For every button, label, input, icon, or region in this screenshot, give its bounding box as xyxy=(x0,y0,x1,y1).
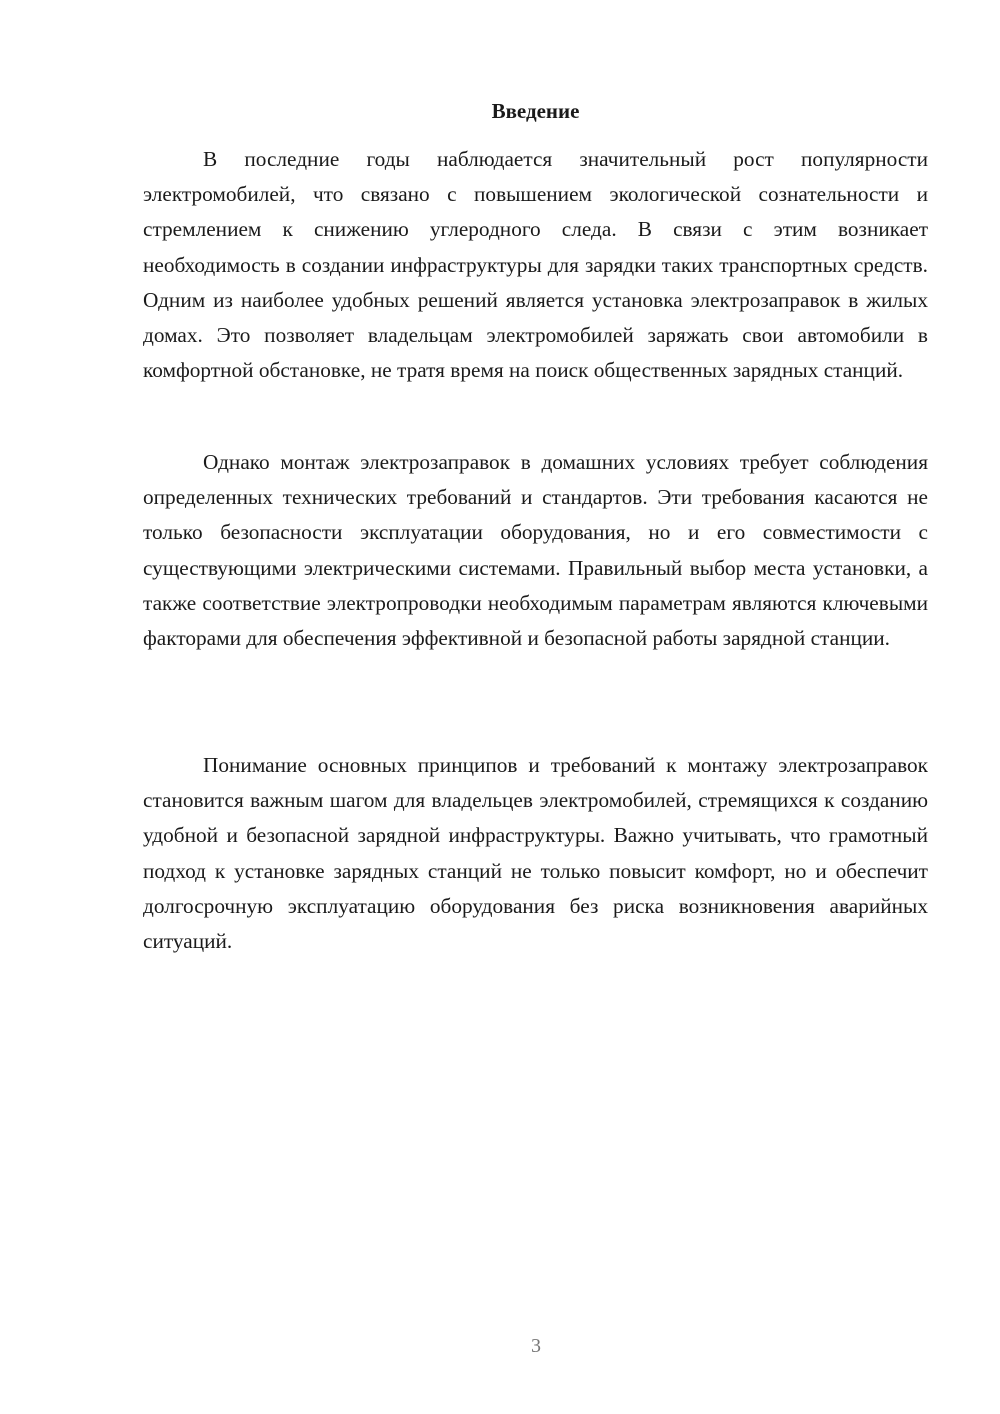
body-paragraph-2: Однако монтаж электрозаправок в домашних условиях требует соблюдения определенных технических требований и стандартов. Эти требования касаются не только безопасности эксплуатации оборудования, но и его совместимости с существующими электрическими системами. Правильный выбор места установки, а также соответствие электропроводки необходимым параметрам являются ключевыми факторами для обеспечения эффективной и безопасной работы зарядной станции. xyxy=(143,450,928,651)
section-heading: Введение xyxy=(491,99,580,123)
page-number: 3 xyxy=(531,1335,541,1357)
body-paragraph-1: В последние годы наблюдается значительный рост популярности электромобилей, что связано с повышением экологической сознательности и стремлением к снижению углеродного следа. В связи с этим возникает необходимость в создании инфраструктуры для зарядки таких транспортных средств. Одним из наиболее удобных решений является установка электрозаправок в жилых домах. Это позволяет владельцам электромобилей заряжать свои автомобили в комфортной обстановке, не тратя время на поиск общественных зарядных станций. xyxy=(143,147,928,383)
body-paragraph-3: Понимание основных принципов и требований к монтажу электрозаправок становится важным шагом для владельцев электромобилей, стремящихся к созданию удобной и безопасной зарядной инфраструктуры. Важно учитывать, что грамотный подход к установке зарядных станций не только повысит комфорт, но и обеспечит долгосрочную эксплуатацию оборудования без риска возникновения аварийных ситуаций. xyxy=(143,753,928,954)
